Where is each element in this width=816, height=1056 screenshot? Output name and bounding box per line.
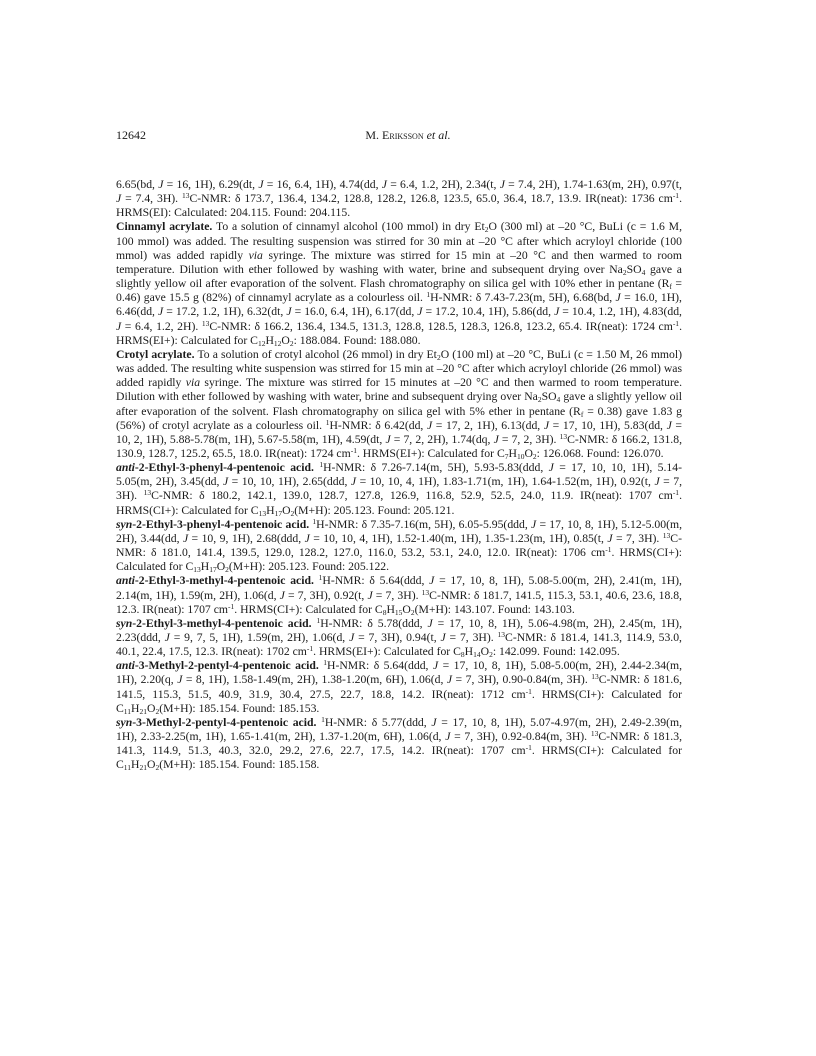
superscript: 13	[590, 729, 599, 739]
text-run: = 17, 2, 1H), 6.13(dd,	[432, 418, 544, 432]
text-run: syringe. The mixture was stirred for 15 min at –20 °C and then warmed to room temperature. Dilution with ether followed by washing with water, brine and subsequent drying over Na	[116, 248, 682, 276]
italic-run: J	[615, 291, 621, 305]
text-run: = 6.4, 1.2, 2H), 2.34(t,	[386, 178, 500, 191]
page-number: 12642	[116, 128, 146, 142]
superscript: 13	[559, 431, 568, 441]
compound-entry	[116, 461, 682, 518]
text-run: H	[131, 758, 140, 772]
text-run: C-NMR: δ 166.2, 131.8, 130.9, 128.7, 125.2, 65.5, 18.0. IR(neat): 1724 cm	[116, 432, 682, 460]
text-run: . HRMS(CI+): Calculated for C	[116, 687, 682, 715]
superscript: 1	[426, 290, 431, 300]
text-run: syringe. The mixture was stirred for 15 minutes at –20 °C and then warmed to room temperature. Dilution with ether followed by washing with water, brine and subsequent drying over Na	[116, 376, 682, 404]
text-run: H-NMR: δ 7.35-7.16(m, 5H), 6.05-5.95(ddd,	[316, 517, 532, 531]
subscript: 2	[225, 565, 229, 575]
text-run: = 7, 3H).	[445, 631, 498, 644]
text-run: . HRMS(CI+): Calculated for C	[116, 489, 682, 517]
subscript: 4	[641, 267, 646, 277]
text-run: H	[265, 333, 274, 347]
text-run: O	[281, 333, 290, 347]
text-run: gave a slightly yellow oil after evaporation of the solvent. Flash chromatography on silica gel with 5% ether in pentane (R	[116, 390, 682, 418]
text-run: = 7.4, 2H), 1.74-1.63(m, 2H), 0.97(t,	[504, 178, 682, 191]
text-run: O	[282, 503, 291, 517]
text-run: = 10, 10, 4, 1H), 1.83-1.71(m, 1H), 1.64-1.52(m, 1H), 0.92(t,	[356, 475, 655, 489]
text-run: C-NMR: δ 181.3, 141.3, 114.9, 51.3, 40.3, 32.0, 29.2, 27.6, 22.7, 17.5, 14.2. IR(neat): 1707 cm	[116, 730, 682, 758]
italic-run: J	[427, 616, 433, 630]
subscript: f	[669, 282, 672, 292]
text-run: H-NMR: δ 5.64(ddd,	[322, 574, 430, 588]
text-run: = 17, 10, 8, 1H), 5.08-5.00(m, 2H), 2.44-2.34(m, 1H), 2.20(q,	[116, 659, 682, 687]
subscript: 2	[290, 508, 295, 518]
text-run: = 7, 3H).	[612, 531, 663, 545]
subscript: 10	[516, 451, 525, 461]
italic-run: J	[349, 631, 355, 644]
text-run: = 10.4, 1.2, 1H), 4.83(dd,	[559, 305, 682, 319]
text-run: H	[508, 446, 517, 460]
superscript: -1	[672, 488, 680, 498]
text-run: (M+H): 185.154. Found: 185.153.	[159, 701, 320, 715]
text-run: = 7, 3H).	[372, 588, 422, 602]
subscript: 12	[257, 338, 266, 348]
superscript: 13	[181, 191, 190, 201]
superscript: 1	[321, 714, 325, 724]
subscript: 2	[410, 607, 415, 617]
italic-run: J	[304, 531, 310, 545]
compound-entry	[116, 659, 682, 716]
text-run: = 7, 3H), 0.92(t,	[284, 588, 368, 602]
text-run: H-NMR: δ 7.43-7.23(m, 5H), 6.68(bd,	[430, 291, 616, 305]
compound-title: -3-Methyl-2-pentyl-4-pentenoic acid.	[134, 659, 319, 673]
italic-run: via	[248, 248, 263, 262]
running-head	[0, 128, 816, 143]
superscript: 13	[497, 630, 506, 639]
italic-run: J	[543, 418, 550, 432]
text-run: = 8, 1H), 1.58-1.49(m, 2H), 1.38-1.20(m, 6H), 1.06(d,	[182, 673, 447, 687]
italic-run: J	[493, 432, 499, 446]
text-run: = 16, 1H), 6.29(dt,	[163, 178, 259, 191]
text-run: C-NMR: δ 166.2, 136.4, 134.5, 131.3, 128.8, 128.5, 128.3, 126.8, 123.2, 65.4. IR(neat): 1724 cm	[209, 319, 673, 333]
italic-run: J	[158, 305, 164, 319]
italic-run: J	[158, 178, 164, 191]
italic-run: J	[548, 461, 554, 475]
italic-run: J	[666, 418, 672, 432]
italic-run: J	[222, 475, 229, 489]
italic-run: J	[654, 475, 660, 489]
text-run: O	[524, 446, 533, 460]
text-run: C-NMR: δ 181.0, 141.4, 139.5, 129.0, 128.2, 127.0, 116.0, 53.2, 53.1, 24.0, 12.0. IR(neat): 1706 cm	[116, 531, 682, 560]
text-run: C-NMR: δ 173.7, 136.4, 134.2, 128.8, 128.2, 126.8, 123.5, 65.0, 36.4, 18.7, 13.9. IR(neat): 1736 cm	[189, 192, 673, 206]
subscript: 2	[537, 395, 542, 405]
italic-run: J	[367, 588, 373, 602]
subscript: 2	[532, 451, 537, 461]
italic-run: J	[554, 305, 560, 319]
italic-run: J	[429, 574, 435, 588]
page-header	[0, 128, 816, 144]
text-run: O	[216, 560, 226, 574]
superscript: 13	[421, 587, 430, 597]
subscript: 2	[289, 338, 294, 348]
stereo-prefix: anti	[116, 574, 135, 588]
subscript: 11	[123, 706, 132, 716]
text-run: H	[200, 560, 210, 574]
superscript: 13	[143, 488, 152, 498]
superscript: -1	[227, 601, 235, 611]
superscript: -1	[672, 318, 680, 328]
compound-entry	[116, 178, 682, 220]
text-run: . HRMS(CI+): Calculated for C	[116, 546, 682, 574]
text-run: To a solution of crotyl alcohol (26 mmol) in dry Et	[194, 347, 437, 361]
text-run: H	[131, 701, 140, 715]
text-run: O	[402, 602, 411, 616]
superscript: 1	[323, 658, 328, 668]
superscript: 1	[312, 516, 317, 526]
text-run: O	[146, 758, 156, 772]
italic-run: J	[116, 192, 122, 206]
text-run: . HRMS(EI+): Calculated for C	[313, 645, 461, 659]
text-run: . HRMS(EI+): Calculated for C	[116, 319, 682, 347]
subscript: 2	[484, 225, 489, 235]
text-run: To a solution of cinnamyl alcohol (100 mmol) in dry Et	[212, 220, 485, 234]
text-run: = 7, 3H), 0.94(t,	[354, 631, 441, 644]
text-run: H	[266, 503, 275, 517]
text-run: = 17, 10, 8, 1H), 5.06-4.98(m, 2H), 2.45(m, 1H), 2.23(ddd,	[116, 616, 682, 644]
compound-entry	[116, 716, 682, 773]
superscript: 1	[325, 417, 330, 427]
subscript: 4	[556, 395, 561, 405]
text-run: = 7, 2, 2H), 1.74(dq,	[390, 432, 494, 446]
text-run: gave a slightly yellow oil after evaporation of the solvent. Flash chromatography on silica gel with 10% ether in pentane (R	[116, 262, 682, 291]
compound-title: Cinnamyl acrylate.	[116, 220, 213, 234]
text-run: O (100 ml) at –20 °C, BuLi (c = 1.50 M, 26 mmol) was added. The resulting white suspension was stirred for 15 min at –20 °C after which acryloyl chloride (26 mmol) was added rapidly	[116, 347, 682, 390]
subscript: f	[580, 409, 584, 419]
italic-run: J	[182, 531, 189, 545]
italic-run: J	[499, 178, 505, 191]
subscript: 21	[139, 706, 147, 716]
text-run: H-NMR: δ 5.64(ddd,	[327, 659, 433, 673]
superscript: 13	[662, 530, 671, 540]
text-run: O	[480, 645, 490, 659]
compound-title: -2-Ethyl-3-phenyl-4-pentenoic acid.	[132, 517, 310, 531]
subscript: 14	[473, 650, 481, 660]
italic-run: J	[258, 178, 264, 191]
compound-entry	[116, 518, 682, 575]
text-run: = 7, 2, 3H).	[498, 432, 560, 446]
text-run: : 142.099. Found: 142.095.	[492, 645, 620, 659]
text-run: (M+H): 185.154. Found: 185.158.	[159, 758, 320, 772]
text-run: : 126.068. Found: 126.070.	[536, 446, 664, 460]
italic-run: J	[426, 418, 433, 432]
text-run: = 16.0, 6.4, 1H), 6.17(dd,	[291, 305, 418, 319]
subscript: 2	[622, 267, 627, 277]
text-run: : 188.084. Found: 188.080.	[293, 333, 421, 347]
subscript: 8	[382, 607, 387, 617]
subscript: 12	[273, 338, 282, 348]
text-run: . HRMS(EI): Calculated: 204.115. Found: 204.115.	[116, 192, 682, 220]
experimental-text	[116, 178, 682, 773]
text-run: = 6.4, 1.2, 2H).	[121, 319, 202, 333]
italic-run: J	[350, 475, 357, 489]
text-run: = 10, 10, 4, 1H), 1.52-1.40(m, 1H), 1.35-1.23(m, 1H), 0.85(t,	[309, 531, 608, 545]
italic-run: via	[185, 376, 201, 390]
text-run: SO	[541, 390, 557, 404]
text-run: H-NMR: δ 6.42(dd,	[329, 418, 427, 432]
italic-run: J	[431, 715, 437, 729]
compound-entry	[116, 617, 682, 659]
text-run: = 17, 10, 8, 1H), 5.07-4.97(m, 2H), 2.49-2.39(m, 1H), 2.33-2.25(m, 1H), 1.65-1.41(m, 2H), 1.37-1.20(m, 6H), 1.06(d,	[116, 715, 682, 744]
compound-title: -2-Ethyl-3-methyl-4-pentenoic acid.	[132, 616, 312, 630]
italic-run: J	[440, 631, 446, 644]
text-run: SO	[626, 262, 642, 276]
running-head-author: M. Eriksson	[365, 128, 424, 142]
compound-title: -3-Methyl-2-pentyl-4-pentenoic acid.	[132, 715, 317, 729]
superscript: -1	[525, 743, 532, 753]
text-run: = 17, 10, 8, 1H), 5.12-5.00(m, 2H), 3.44(dd,	[116, 517, 682, 545]
running-head-etal: et al.	[426, 128, 451, 142]
subscript: 2	[155, 763, 160, 773]
subscript: 17	[209, 565, 217, 575]
superscript: 1	[318, 573, 323, 583]
subscript: 2	[489, 650, 493, 660]
text-run: = 9, 7, 5, 1H), 1.59(m, 2H), 1.06(d,	[169, 631, 350, 644]
stereo-prefix: syn	[116, 616, 133, 630]
superscript: -1	[525, 686, 532, 696]
subscript: 8	[460, 650, 465, 660]
italic-run: J	[432, 659, 439, 673]
superscript: -1	[672, 191, 680, 201]
compound-title: Crotyl acrylate.	[116, 347, 195, 361]
italic-run: J	[279, 588, 285, 602]
text-run: . HRMS(CI+): Calculated for C	[116, 744, 682, 772]
italic-run: J	[417, 305, 423, 319]
text-run: = 10, 2, 1H), 5.88-5.78(m, 1H), 5.67-5.58(m, 1H), 4.59(dt,	[116, 418, 683, 446]
superscript: 13	[591, 672, 599, 682]
text-run: = 17.2, 10.4, 1H), 5.86(dd,	[422, 305, 555, 319]
superscript: -1	[605, 545, 612, 555]
text-run: = 16, 6.4, 1H), 4.74(dd,	[263, 178, 382, 191]
subscript: 2	[155, 706, 160, 716]
text-run: = 17.2, 1.2, 1H), 6.32(dt,	[163, 305, 287, 319]
text-run: C-NMR: δ 181.7, 141.5, 115.3, 53.1, 40.6, 23.6, 18.8, 12.3. IR(neat): 1707 cm	[116, 588, 682, 616]
stereo-prefix: anti	[116, 659, 135, 673]
subscript: 7	[504, 451, 509, 461]
compound-entry	[116, 348, 682, 461]
italic-run: J	[607, 531, 613, 545]
subscript: 15	[394, 607, 403, 617]
compound-title: -2-Ethyl-3-methyl-4-pentenoic acid.	[134, 574, 314, 588]
superscript: -1	[306, 644, 314, 654]
compound-entry	[116, 574, 682, 616]
italic-run: J	[531, 517, 537, 531]
text-run: C-NMR: δ 180.2, 142.1, 139.0, 128.7, 127.8, 126.9, 116.8, 52.9, 52.5, 24.0, 11.9. IR(neat): 1707 cm	[151, 489, 673, 503]
text-run: = 7, 3H), 0.92-0.84(m, 3H).	[450, 730, 591, 744]
compound-entry	[116, 220, 682, 347]
text-run: H	[386, 602, 395, 616]
text-run: (M+H): 205.123. Found: 205.121.	[294, 503, 455, 517]
subscript: 11	[123, 763, 132, 773]
stereo-prefix: syn	[116, 715, 133, 729]
stereo-prefix: syn	[116, 517, 133, 531]
text-run: = 10, 10, 1H), 2.65(ddd,	[228, 475, 351, 489]
stereo-prefix: anti	[116, 461, 135, 475]
text-run: = 0.46) gave 15.5 g (82%) of cinnamyl acrylate as a colourless oil.	[116, 277, 683, 305]
italic-run: J	[177, 673, 183, 687]
subscript: 2	[436, 352, 441, 362]
text-run: = 17, 10, 10, 1H), 5.14-5.05(m, 2H), 3.45(dd,	[116, 461, 682, 489]
subscript: 13	[193, 565, 201, 575]
subscript: 13	[258, 508, 267, 518]
text-run: = 16.0, 1H), 6.46(dd,	[116, 291, 682, 319]
text-run: O	[146, 701, 156, 715]
subscript: 21	[139, 763, 147, 773]
text-run: = 7, 3H).	[116, 475, 682, 503]
text-run: . HRMS(CI+): Calculated for C	[234, 602, 383, 616]
italic-run: J	[446, 673, 453, 687]
text-run: . HRMS(EI+): Calculated for C	[356, 446, 505, 460]
italic-run: J	[381, 178, 387, 191]
text-run: O (300 ml) at –20 °C, BuLi (c = 1.6 M, 100 mmol) was added. The resulting suspension was stirred for 30 min at –20 °C after which acryloyl chloride (100 mmol) was added rapidly	[116, 220, 682, 262]
text-run: 6.65(bd,	[116, 178, 159, 191]
text-run: H-NMR: δ 5.77(ddd,	[324, 715, 432, 729]
text-run: C-NMR: δ 181.6, 141.5, 115.3, 51.5, 40.9, 31.9, 30.4, 27.5, 22.7, 18.8, 14.2. IR(neat): 1712 cm	[116, 673, 682, 701]
superscript: -1	[350, 445, 357, 455]
italic-run: J	[385, 432, 391, 446]
italic-run: J	[116, 319, 122, 333]
text-run: = 7, 3H), 0.90-0.84(m, 3H).	[452, 673, 592, 687]
superscript: 1	[316, 615, 321, 625]
text-run: H	[464, 645, 474, 659]
text-run: = 0.38) gave 1.83 g (56%) of crotyl acrylate as a colourless oil.	[116, 404, 683, 432]
text-run: H-NMR: δ 7.26-7.14(m, 5H), 5.93-5.83(ddd,	[323, 461, 549, 475]
text-run: (M+H): 205.123. Found: 205.122.	[228, 560, 390, 574]
text-run: C-NMR: δ 181.4, 141.3, 114.9, 53.0, 40.1, 22.4, 17.5, 12.3. IR(neat): 1702 cm	[116, 631, 682, 659]
text-run: = 10, 9, 1H), 2.68(ddd,	[188, 531, 305, 545]
text-run: (M+H): 143.107. Found: 143.103.	[414, 602, 575, 616]
italic-run: J	[164, 631, 170, 644]
subscript: 17	[274, 508, 283, 518]
text-run: = 17, 10, 8, 1H), 5.08-5.00(m, 2H), 2.41(m, 1H), 2.14(m, 1H), 1.59(m, 2H), 1.06(d,	[116, 574, 682, 602]
superscript: 13	[201, 318, 210, 328]
compound-title: -2-Ethyl-3-phenyl-4-pentenoic acid.	[134, 461, 314, 475]
italic-run: J	[445, 730, 451, 744]
text-run: = 7.4, 3H).	[121, 192, 182, 206]
italic-run: J	[286, 305, 292, 319]
superscript: 1	[319, 460, 324, 470]
text-run: H-NMR: δ 5.78(ddd,	[320, 616, 428, 630]
text-run: = 17, 10, 1H), 5.83(dd,	[549, 418, 667, 432]
